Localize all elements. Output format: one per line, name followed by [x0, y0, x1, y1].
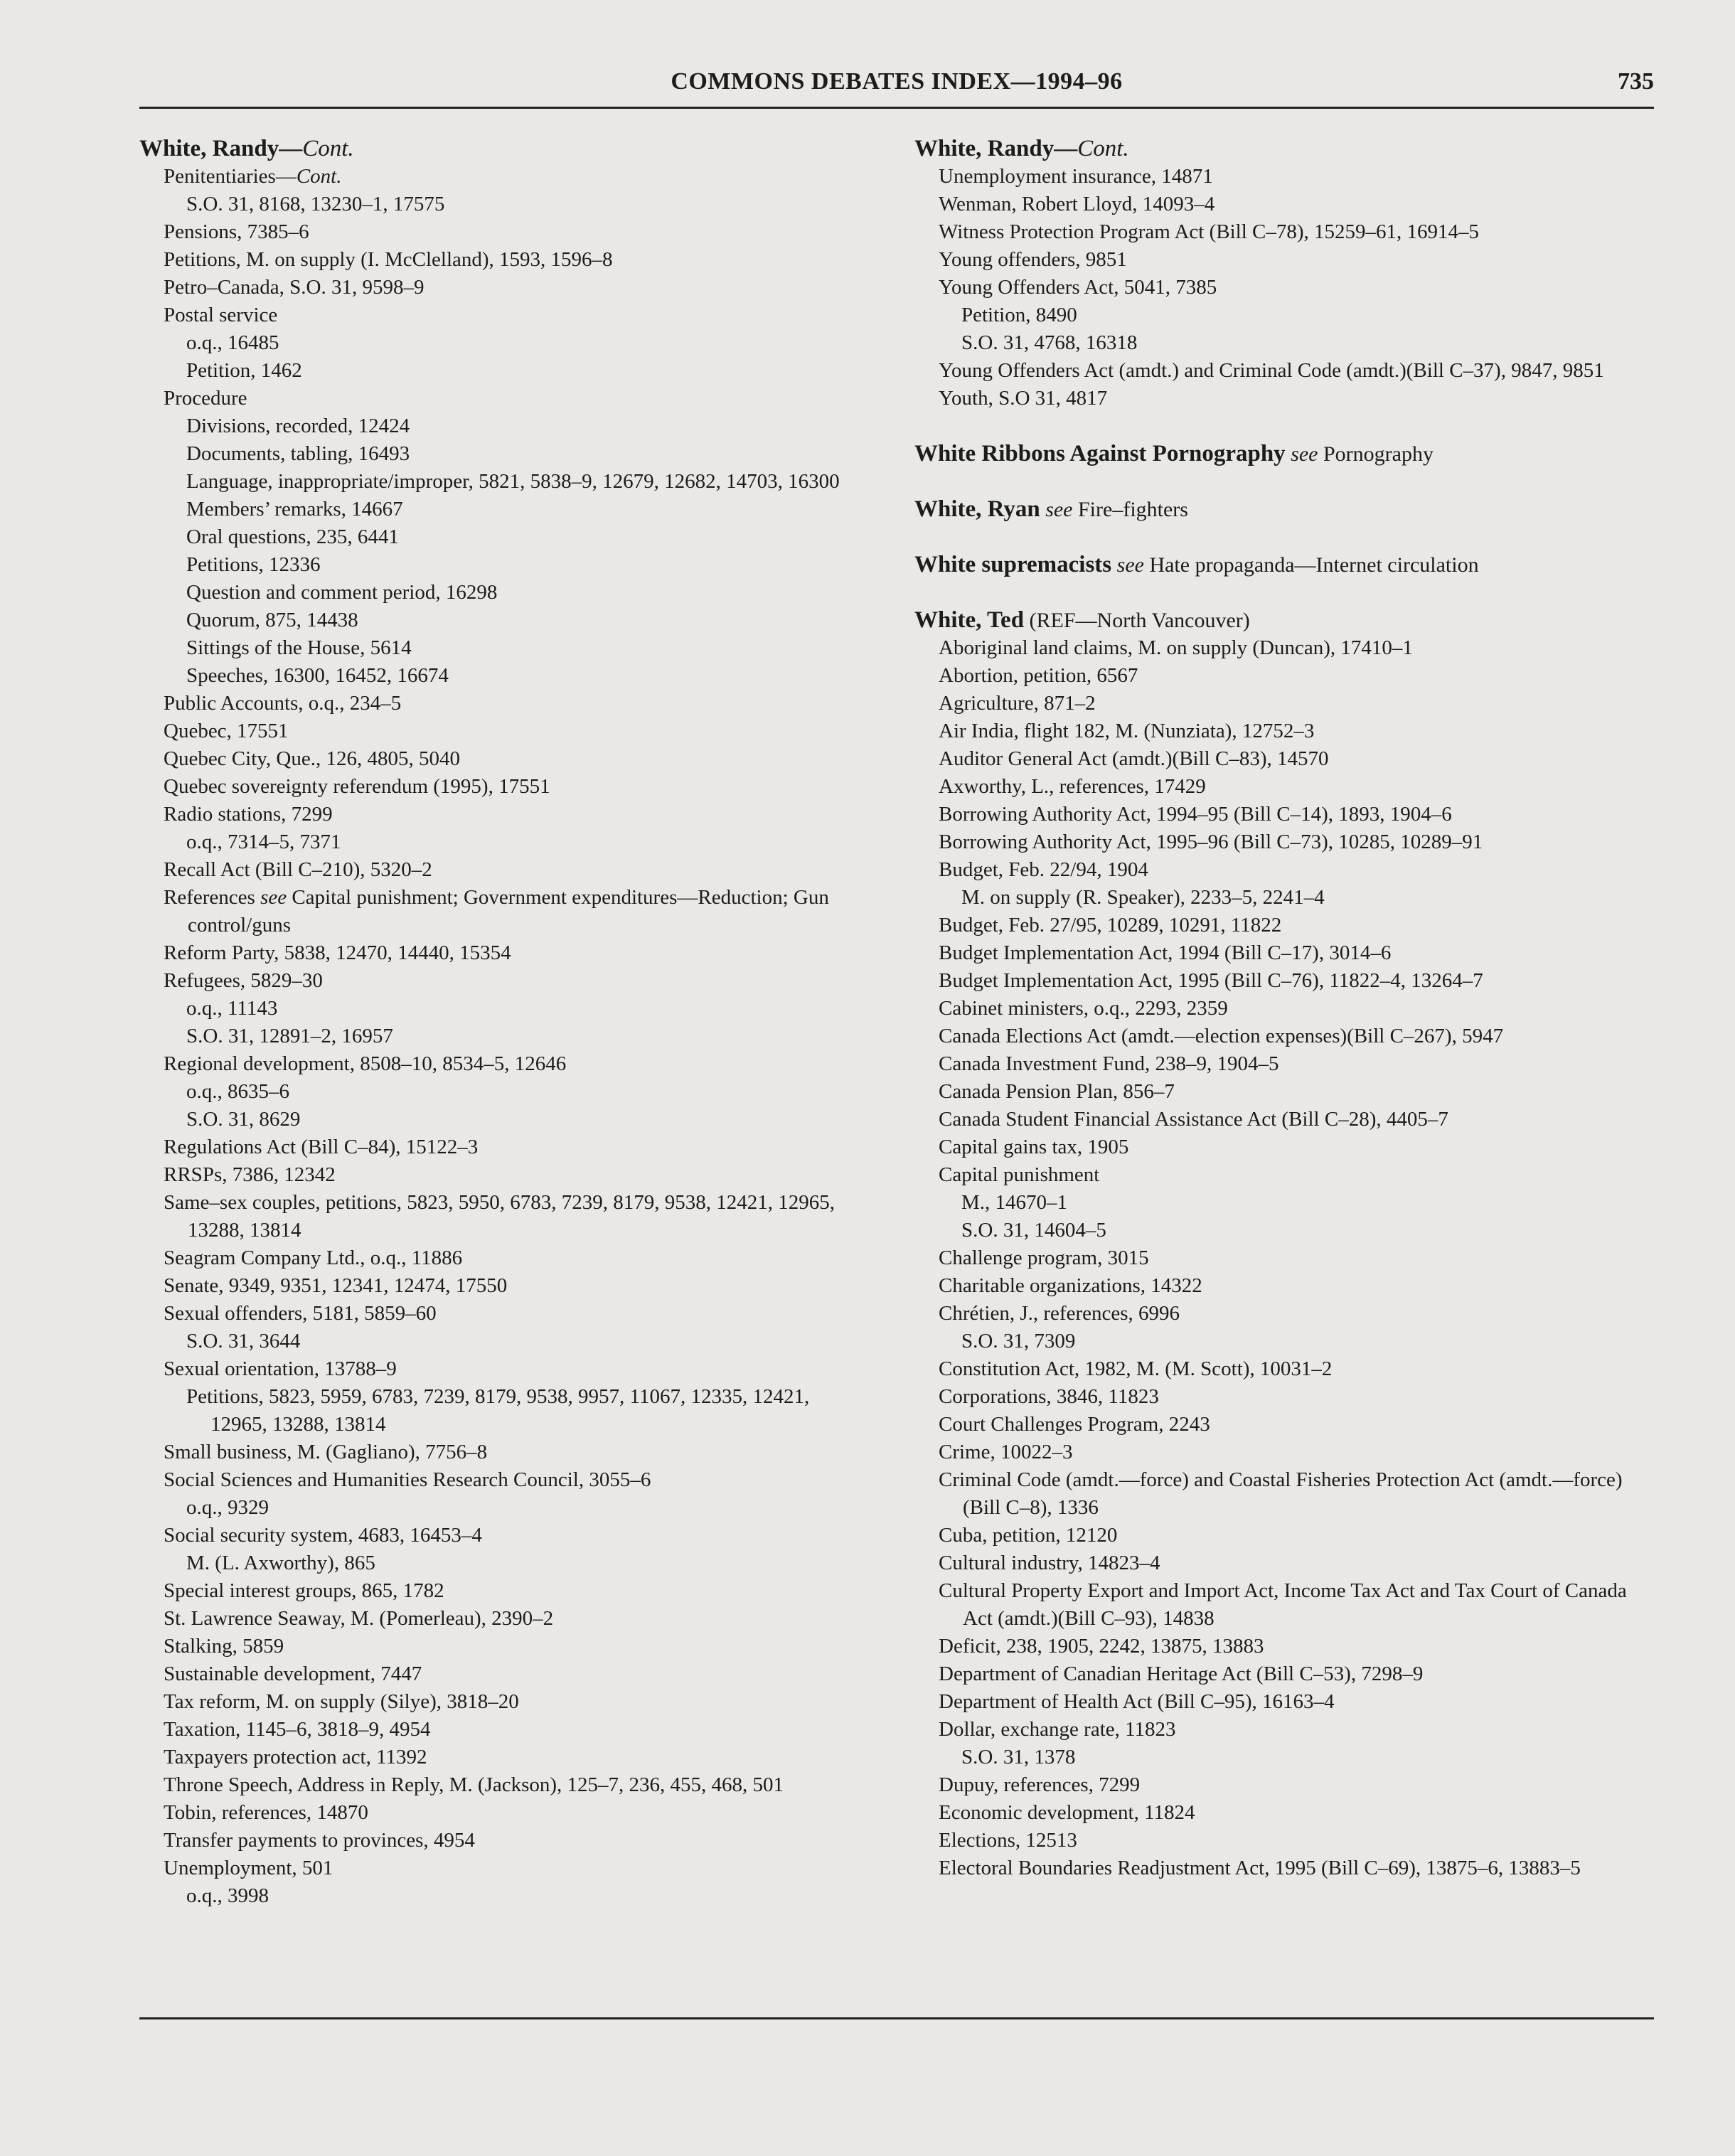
index-entry: Quorum, 875, 14438 — [186, 609, 358, 631]
index-entry: Procedure — [164, 387, 247, 410]
index-entry: Recall Act (Bill C–210), 5320–2 — [164, 858, 432, 881]
header-rule — [139, 107, 1654, 109]
index-entry: Challenge program, 3015 — [939, 1247, 1149, 1269]
index-entry: Question and comment period, 16298 — [186, 581, 498, 604]
index-entry: Petro–Canada, S.O. 31, 9598–9 — [164, 276, 425, 299]
index-entry: Petition, 8490 — [961, 304, 1077, 326]
index-entry: Constitution Act, 1982, M. (M. Scott), 10031–2 — [939, 1357, 1333, 1380]
index-entry: Cabinet ministers, o.q., 2293, 2359 — [939, 997, 1228, 1020]
entry-white-ted: White, Ted (REF—North Vancouver) — [914, 607, 1250, 633]
index-entry: Tobin, references, 14870 — [164, 1801, 368, 1824]
index-entry: Canada Elections Act (amdt.—election expenses)(Bill C–267), 5947 — [939, 1025, 1504, 1047]
index-entry: Young Offenders Act, 5041, 7385 — [939, 276, 1217, 299]
index-entry: S.O. 31, 4768, 16318 — [961, 331, 1138, 354]
footer-rule — [139, 2017, 1654, 2019]
index-entry: Deficit, 238, 1905, 2242, 13875, 13883 — [939, 1635, 1264, 1658]
index-entry: Charitable organizations, 14322 — [939, 1274, 1202, 1297]
subentry-references: References see Capital punishment; Government expenditures—Reduction; Gun control/guns — [164, 886, 829, 936]
index-entry: Auditor General Act (amdt.)(Bill C–83), 14570 — [939, 747, 1329, 770]
index-entry: Borrowing Authority Act, 1995–96 (Bill C–73), 10285, 10289–91 — [939, 831, 1483, 853]
index-entry: Petition, 1462 — [186, 359, 302, 382]
index-entry: Pensions, 7385–6 — [164, 220, 309, 243]
index-entry: Speeches, 16300, 16452, 16674 — [186, 664, 449, 687]
index-entry: Budget, Feb. 27/95, 10289, 10291, 11822 — [939, 914, 1282, 936]
index-entry: Aboriginal land claims, M. on supply (Duncan), 17410–1 — [939, 636, 1413, 659]
index-entry: Youth, S.O 31, 4817 — [939, 387, 1108, 410]
index-entry: Canada Investment Fund, 238–9, 1904–5 — [939, 1052, 1279, 1075]
index-entry: Language, inappropriate/improper, 5821, 5838–9, 12679, 12682, 14703, 16300 — [186, 470, 840, 493]
index-entry: Quebec sovereignty referendum (1995), 17551 — [164, 775, 550, 798]
index-entry: Capital punishment — [939, 1163, 1100, 1186]
index-entry: S.O. 31, 8629 — [186, 1108, 301, 1131]
index-entry: o.q., 8635–6 — [186, 1080, 289, 1103]
index-entry: Sexual offenders, 5181, 5859–60 — [164, 1302, 437, 1325]
index-entry: Documents, tabling, 16493 — [186, 442, 410, 465]
entry-heading: White, Randy—Cont. — [139, 136, 354, 161]
index-entry: Air India, flight 182, M. (Nunziata), 12752–3 — [939, 720, 1315, 742]
index-entry: Criminal Code (amdt.—force) and Coastal Fisheries Protection Act (amdt.—force)(Bill C–8), 1336 — [939, 1468, 1623, 1519]
index-entry: Dupuy, references, 7299 — [939, 1773, 1141, 1796]
index-entry: Petitions, 12336 — [186, 553, 321, 576]
page-header — [139, 68, 1654, 104]
index-entry: Budget, Feb. 22/94, 1904 — [939, 858, 1148, 881]
index-entry: Agriculture, 871–2 — [939, 692, 1096, 715]
index-entry: Social Sciences and Humanities Research Council, 3055–6 — [164, 1468, 651, 1491]
right-column — [914, 135, 1654, 1882]
index-entry: Oral questions, 235, 6441 — [186, 525, 399, 548]
entry-white-ribbons: White Ribbons Against Pornography see Pornography — [914, 441, 1434, 466]
left-entry-list — [139, 191, 858, 884]
index-entry: Abortion, petition, 6567 — [939, 664, 1138, 687]
index-entry: Quebec, 17551 — [164, 720, 289, 742]
index-entry: Sustainable development, 7447 — [164, 1663, 422, 1685]
index-entry: Refugees, 5829–30 — [164, 969, 323, 992]
index-entry: M. (L. Axworthy), 865 — [186, 1552, 375, 1574]
index-entry: Elections, 12513 — [939, 1829, 1077, 1852]
page-number: 735 — [1618, 68, 1654, 95]
index-entry: RRSPs, 7386, 12342 — [164, 1163, 336, 1186]
index-entry: Taxpayers protection act, 11392 — [164, 1746, 427, 1768]
index-entry: St. Lawrence Seaway, M. (Pomerleau), 2390–2 — [164, 1607, 554, 1630]
index-entry: S.O. 31, 7309 — [961, 1330, 1076, 1352]
index-entry: Unemployment insurance, 14871 — [939, 165, 1213, 188]
index-entry: Dollar, exchange rate, 11823 — [939, 1718, 1176, 1741]
index-entry: o.q., 11143 — [186, 997, 278, 1020]
index-entry: o.q., 16485 — [186, 331, 279, 354]
index-entry: Divisions, recorded, 12424 — [186, 415, 410, 437]
index-entry: Court Challenges Program, 2243 — [939, 1413, 1210, 1436]
index-entry: Crime, 10022–3 — [939, 1441, 1073, 1463]
right-entry-list — [914, 163, 1654, 412]
index-entry: Taxation, 1145–6, 3818–9, 4954 — [164, 1718, 431, 1741]
index-entry: Canada Pension Plan, 856–7 — [939, 1080, 1175, 1103]
left-column — [139, 135, 858, 1910]
index-entry: Regulations Act (Bill C–84), 15122–3 — [164, 1136, 479, 1158]
index-entry: Young offenders, 9851 — [939, 248, 1127, 271]
index-entry: Chrétien, J., references, 6996 — [939, 1302, 1180, 1325]
index-entry: Radio stations, 7299 — [164, 803, 333, 826]
index-entry: S.O. 31, 3644 — [186, 1330, 301, 1352]
index-entry: Corporations, 3846, 11823 — [939, 1385, 1159, 1408]
index-entry: Postal service — [164, 304, 278, 326]
index-entry: o.q., 9329 — [186, 1496, 269, 1519]
index-entry: M., 14670–1 — [961, 1191, 1068, 1214]
index-entry: Witness Protection Program Act (Bill C–78), 15259–61, 16914–5 — [939, 220, 1480, 243]
index-entry: Transfer payments to provinces, 4954 — [164, 1829, 475, 1852]
index-entry: Special interest groups, 865, 1782 — [164, 1579, 444, 1602]
index-entry: S.O. 31, 12891–2, 16957 — [186, 1025, 393, 1047]
index-entry: Capital gains tax, 1905 — [939, 1136, 1129, 1158]
index-entry: Budget Implementation Act, 1994 (Bill C–17), 3014–6 — [939, 941, 1392, 964]
index-entry: Throne Speech, Address in Reply, M. (Jackson), 125–7, 236, 455, 468, 501 — [164, 1773, 784, 1796]
entry-white-ryan: White, Ryan see Fire–fighters — [914, 496, 1188, 522]
index-entry: Department of Canadian Heritage Act (Bill C–53), 7298–9 — [939, 1663, 1424, 1685]
index-entry: M. on supply (R. Speaker), 2233–5, 2241–4 — [961, 886, 1325, 909]
index-entry: Young Offenders Act (amdt.) and Criminal Code (amdt.)(Bill C–37), 9847, 9851 — [939, 359, 1604, 382]
index-entry: Axworthy, L., references, 17429 — [939, 775, 1206, 798]
index-entry: Social security system, 4683, 16453–4 — [164, 1524, 482, 1547]
index-entry: Regional development, 8508–10, 8534–5, 12646 — [164, 1052, 567, 1075]
entry-heading-cont: White, Randy—Cont. — [914, 136, 1129, 161]
index-entry: Unemployment, 501 — [164, 1857, 333, 1879]
index-entry: o.q., 3998 — [186, 1884, 269, 1907]
ted-entry-list — [914, 634, 1654, 1882]
index-entry: Electoral Boundaries Readjustment Act, 1995 (Bill C–69), 13875–6, 13883–5 — [939, 1857, 1581, 1879]
index-entry: Quebec City, Que., 126, 4805, 5040 — [164, 747, 460, 770]
left-entry-list-2 — [139, 939, 858, 1910]
index-entry: Small business, M. (Gagliano), 7756–8 — [164, 1441, 488, 1463]
index-entry: Cuba, petition, 12120 — [939, 1524, 1118, 1547]
entry-white-supremacists: White supremacists see Hate propaganda—Internet circulation — [914, 552, 1479, 577]
index-entry: Senate, 9349, 9351, 12341, 12474, 17550 — [164, 1274, 508, 1297]
index-entry: Sexual orientation, 13788–9 — [164, 1357, 397, 1380]
index-entry: Borrowing Authority Act, 1994–95 (Bill C–14), 1893, 1904–6 — [939, 803, 1452, 826]
index-entry: Reform Party, 5838, 12470, 14440, 15354 — [164, 941, 511, 964]
index-entry: Cultural Property Export and Import Act, Income Tax Act and Tax Court of Canada Act (amdt.)(Bill C–93), 14838 — [939, 1579, 1627, 1630]
index-entry: Cultural industry, 14823–4 — [939, 1552, 1160, 1574]
index-entry: Canada Student Financial Assistance Act (Bill C–28), 4405–7 — [939, 1108, 1448, 1131]
index-entry: Budget Implementation Act, 1995 (Bill C–76), 11822–4, 13264–7 — [939, 969, 1483, 992]
index-entry: S.O. 31, 1378 — [961, 1746, 1076, 1768]
index-entry: Petitions, 5823, 5959, 6783, 7239, 8179, 9538, 9957, 11067, 12335, 12421, 12965, 13288, 13814 — [186, 1385, 810, 1436]
subentry-penitentiaries: Penitentiaries—Cont. — [164, 165, 342, 188]
index-entry: Stalking, 5859 — [164, 1635, 284, 1658]
index-entry: Tax reform, M. on supply (Silye), 3818–20 — [164, 1690, 519, 1713]
running-title: COMMONS DEBATES INDEX—1994–96 — [671, 68, 1123, 95]
index-entry: o.q., 7314–5, 7371 — [186, 831, 341, 853]
index-entry: S.O. 31, 8168, 13230–1, 17575 — [186, 193, 445, 215]
index-entry: Department of Health Act (Bill C–95), 16163–4 — [939, 1690, 1335, 1713]
index-entry: Economic development, 11824 — [939, 1801, 1195, 1824]
index-entry: Same–sex couples, petitions, 5823, 5950, 6783, 7239, 8179, 9538, 12421, 12965, 13288, 13814 — [164, 1191, 836, 1242]
index-entry: Sittings of the House, 5614 — [186, 636, 412, 659]
index-entry: Petitions, M. on supply (I. McClelland), 1593, 1596–8 — [164, 248, 613, 271]
index-entry: Seagram Company Ltd., o.q., 11886 — [164, 1247, 463, 1269]
index-entry: Public Accounts, o.q., 234–5 — [164, 692, 402, 715]
index-entry: Wenman, Robert Lloyd, 14093–4 — [939, 193, 1215, 215]
index-entry: S.O. 31, 14604–5 — [961, 1219, 1106, 1242]
index-entry: Members’ remarks, 14667 — [186, 498, 403, 521]
